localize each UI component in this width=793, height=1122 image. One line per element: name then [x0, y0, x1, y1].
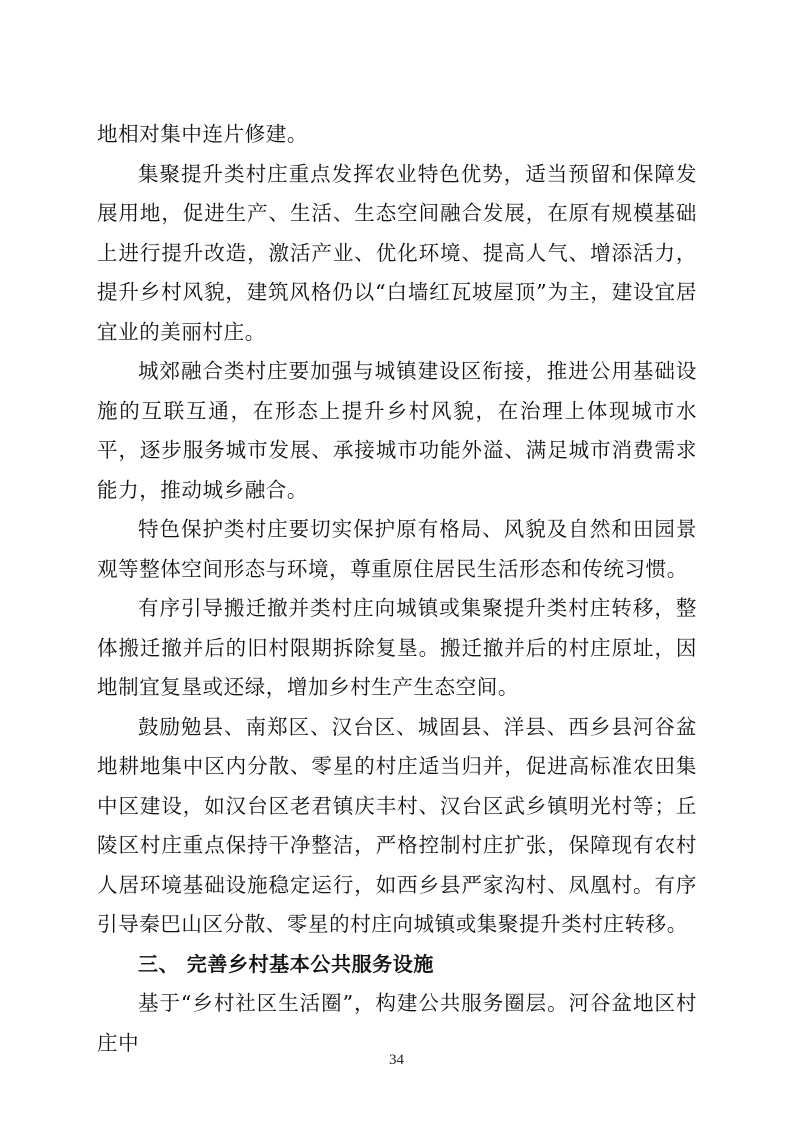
page-number: 34 [389, 1052, 404, 1068]
paragraph-characteristic-protection-villages: 特色保护类村庄要切实保护原有格局、风貌及自然和田园景观等整体空间形态与环境，尊重原住居民生活形态和传统习惯。 [97, 517, 697, 581]
document-body [97, 115, 697, 1063]
section-heading: 三、 完善乡村基本公共服务设施 [138, 951, 434, 976]
paragraph-cluster-upgrade-villages: 集聚提升类村庄重点发挥农业特色优势，适当预留和保障发展用地，促进生产、生活、生态空间融合发展，在原有规模基础上进行提升改造，激活产业、优化环境、提高人气、增添活力，提升乡村风貌，建筑风格仍以“白墙红瓦坡屋顶”为主，建设宜居宜业的美丽村庄。 [97, 161, 697, 344]
paragraph-continued: 地相对集中连片修建。 [97, 122, 308, 146]
paragraph-county-guidance: 鼓励勉县、南郑区、汉台区、城固县、洋县、西乡县河谷盆地耕地集中区内分散、零星的村庄适当归并，促进高标准农田集中区建设，如汉台区老君镇庆丰村、汉台区武乡镇明光村等；丘陵区村庄重点保持干净整洁，严格控制村庄扩张，保障现有农村人居环境基础设施稳定运行，如西乡县严家沟村、凤凰村。有序引导秦巴山区分散、零星的村庄向城镇或集聚提升类村庄转移。 [97, 714, 697, 936]
paragraph-suburban-integration-villages: 城郊融合类村庄要加强与城镇建设区衔接，推进公用基础设施的互联互通，在形态上提升乡村风貌，在治理上体现城市水平，逐步服务城市发展、承接城市功能外溢、满足城市消费需求能力，推动城乡融合。 [97, 359, 697, 502]
paragraph-relocation-merger-villages: 有序引导搬迁撤并类村庄向城镇或集聚提升类村庄转移，整体搬迁撤并后的旧村限期拆除复垦。搬迁撤并后的村庄原址，因地制宜复垦或还绿，增加乡村生产生态空间。 [97, 596, 697, 699]
paragraph-public-service-circle: 基于“乡村社区生活圈”，构建公共服务圈层。河谷盆地区村庄中 [97, 991, 697, 1055]
